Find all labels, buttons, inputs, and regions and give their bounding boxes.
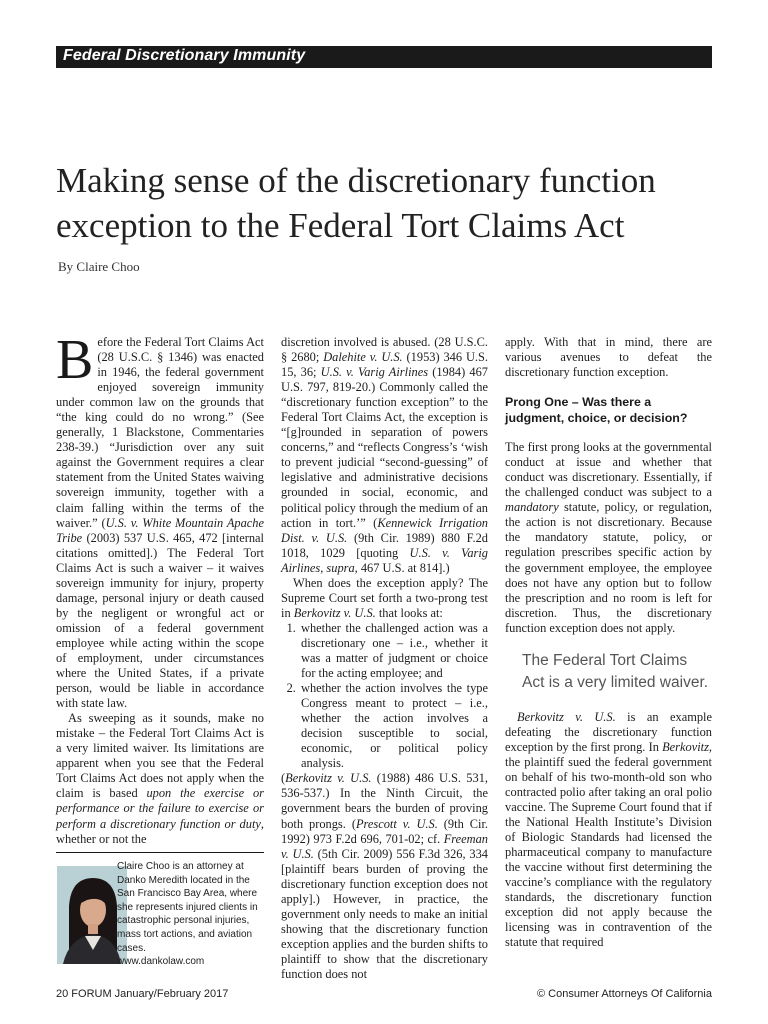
paragraph: apply. With that in mind, there are various avenues to defeat the discretionary function exception. bbox=[505, 335, 712, 380]
text-run: discretion involved is abused. (28 U.S.C. § 2680; bbox=[281, 335, 488, 365]
text-run: (9th Cir. 1989) 880 F.2d 1018, 1029 [quoting bbox=[281, 530, 489, 560]
text-run: (1984) 467 U.S. 797, 819-20.) Commonly called the “discretionary function exception” to the Federal Tort Claims Act, the exception is “[g]rounded in separation of powers concerns,” and “reflects Congress’s ‘wish to prevent judicial “second-guessing” of legislative and administrative decisions grounded in social, economic, and political policy through the medium of an action in tort.’” ( bbox=[281, 365, 488, 530]
bio-website-link[interactable]: www.dankolaw.com bbox=[117, 956, 205, 968]
footer-page-info: 20 FORUM January/February 2017 bbox=[56, 988, 229, 1000]
byline: By Claire Choo bbox=[58, 259, 140, 274]
pull-quote: The Federal Tort Claims Act is a very limited waiver. bbox=[522, 651, 709, 691]
text-run: 467 U.S. at 814].) bbox=[357, 560, 450, 575]
text-run: statute, policy, or regulation, the action is not discretionary. Because the mandatory statute, policy, or regulation prescribes specific action by the government employee, the employee does not have any option but to follow the prescription and no room is left for discretion. Thus, the discretionary function exception does not apply. bbox=[505, 500, 712, 635]
text-run: (1953) 346 U.S. 15, 36; bbox=[281, 350, 488, 380]
case-citation: Berkovitz v. U.S. bbox=[517, 709, 616, 724]
text-run: The first prong looks at the governmental conduct at issue and whether that conduct was discretionary. Essentially, if the challenged conduct was subject to a bbox=[505, 440, 712, 500]
case-citation: Kennewick Irrigation Dist. v. U.S. bbox=[281, 515, 488, 545]
text-run: When does the exception apply? The Supreme Court set forth a two-prong test in bbox=[281, 575, 488, 620]
case-citation: Berkovitz, bbox=[662, 739, 712, 754]
bio-text bbox=[117, 860, 267, 969]
emphasis: upon the exercise or performance or the failure to exercise or perform a discretionary function or duty bbox=[56, 786, 264, 831]
case-citation: Freeman v. U.S. bbox=[281, 831, 488, 861]
paragraph bbox=[56, 711, 264, 846]
author-bio bbox=[56, 852, 264, 983]
text-run: As sweeping as it sounds, make no mistake – the Federal Tort Claims Act is a very limited waiver. Its limitations are apparent when you see that the Federal Tort Claims Act does not apply when the claim is based bbox=[56, 711, 264, 801]
column-2 bbox=[281, 335, 488, 982]
section-title: Federal Discretionary Immunity bbox=[63, 47, 306, 64]
footer-copyright: © Consumer Attorneys Of California bbox=[536, 988, 712, 1000]
paragraph bbox=[505, 710, 712, 951]
paragraph bbox=[281, 576, 488, 621]
case-citation: Berkovitz v. U.S. bbox=[293, 605, 376, 620]
list-item: 2. whether the action involves the type Congress meant to protect – i.e., whether the action involves a decision susceptible to social, economic, or political policy analysis. bbox=[299, 681, 488, 771]
bio-description: Claire Choo is an attorney at Danko Meredith located in the San Francisco Bay Area, where she represents injured clients in catastrophic personal injuries, mass tort actions, and aviation cases. bbox=[117, 861, 258, 954]
column-3 bbox=[505, 335, 712, 951]
case-citation: U.S. v. White Mountain Apache Tribe bbox=[56, 515, 264, 545]
text-run: efore the Federal Tort Claims Act (28 U.S.C. § 1346) was enacted in 1946, the federal government enjoyed sovereign immunity under common law on the grounds that “the king could do no wrong.” (See generally, 1 Blackstone, Commentaries 238-39.) “Jurisdiction over any suit against the Government requires a clear statement from the United States waiving sovereign immunity, together with a claim falling within the terms of the waiver.” ( bbox=[56, 335, 264, 530]
section-header-bar bbox=[56, 46, 712, 68]
text-run: is an example defeating the discretionary function exception by the first prong. In bbox=[505, 709, 712, 754]
list-item: 1. whether the challenged action was a discretionary one – i.e., whether it was a matter of judgment or choice for the acting employee; and bbox=[299, 621, 488, 681]
emphasis: mandatory bbox=[505, 500, 559, 515]
article-title-line1: Making sense of the discretionary function bbox=[56, 161, 656, 200]
text-run: (5th Cir. 2009) 556 F.3d 326, 334 [plaintiff bears burden of proving the discretionary function exception does not apply].) However, in practice, the government only needs to make an initial showing that the discretionary function exception applies and the burden shifts to plaintiff to show that the discretionary function does not bbox=[281, 846, 488, 981]
column-1 bbox=[56, 329, 264, 847]
text-run: , whether or not the bbox=[56, 816, 264, 846]
article-title bbox=[56, 158, 736, 248]
paragraph bbox=[281, 335, 488, 576]
text-run: (1988) 486 U.S. 531, 536-537.) In the Ninth Circuit, the government bears the burden of proving both prongs. ( bbox=[281, 771, 488, 831]
paragraph bbox=[281, 771, 488, 982]
text-run: ( bbox=[281, 771, 286, 786]
text-run: that looks at: bbox=[375, 605, 443, 620]
case-citation: Prescott v. U.S. bbox=[355, 816, 438, 831]
text-run: (2003) 537 U.S. 465, 472 [internal citations omitted].) The Federal Tort Claims Act is such a waiver – it waives sovereign immunity for injury, property damage, personal injury or death caused by the negligent or wrongful act or omission of a federal government employee while acting within the scope of employment, under circumstances where the United States, if a private person, would be liable in accordance with state law. bbox=[56, 530, 264, 711]
case-citation: Dalehite v. U.S. bbox=[323, 350, 403, 365]
article-title-line2: exception to the Federal Tort Claims Act bbox=[56, 206, 625, 245]
paragraph bbox=[505, 440, 712, 636]
subheading: Prong One – Was there a judgment, choice, or decision? bbox=[505, 395, 688, 426]
drop-cap: B bbox=[56, 329, 94, 391]
case-citation: Berkovitz v. U.S. bbox=[285, 771, 372, 786]
paragraph bbox=[56, 329, 264, 711]
text-run: the plaintiff sued the federal government on behalf of his two-month-old son who contracted polio after taking an oral polio vaccine. The Supreme Court found that if the National Health Institute’s Division of Biologic Standards had licensed the pharmaceutical company to manufacture the vaccine without first determining the vaccine’s compliance with the regulatory standards, the discretionary function exception did not apply because the licensing was in contravention of the statute that required bbox=[505, 754, 712, 950]
case-citation: U.S. v. Varig Airlines bbox=[320, 365, 429, 380]
case-citation: U.S. v. Varig Airlines, supra, bbox=[281, 545, 489, 575]
text-run: (9th Cir. 1992) 973 F.2d 696, 701-02; cf. bbox=[281, 816, 489, 846]
prong-list bbox=[281, 621, 488, 771]
